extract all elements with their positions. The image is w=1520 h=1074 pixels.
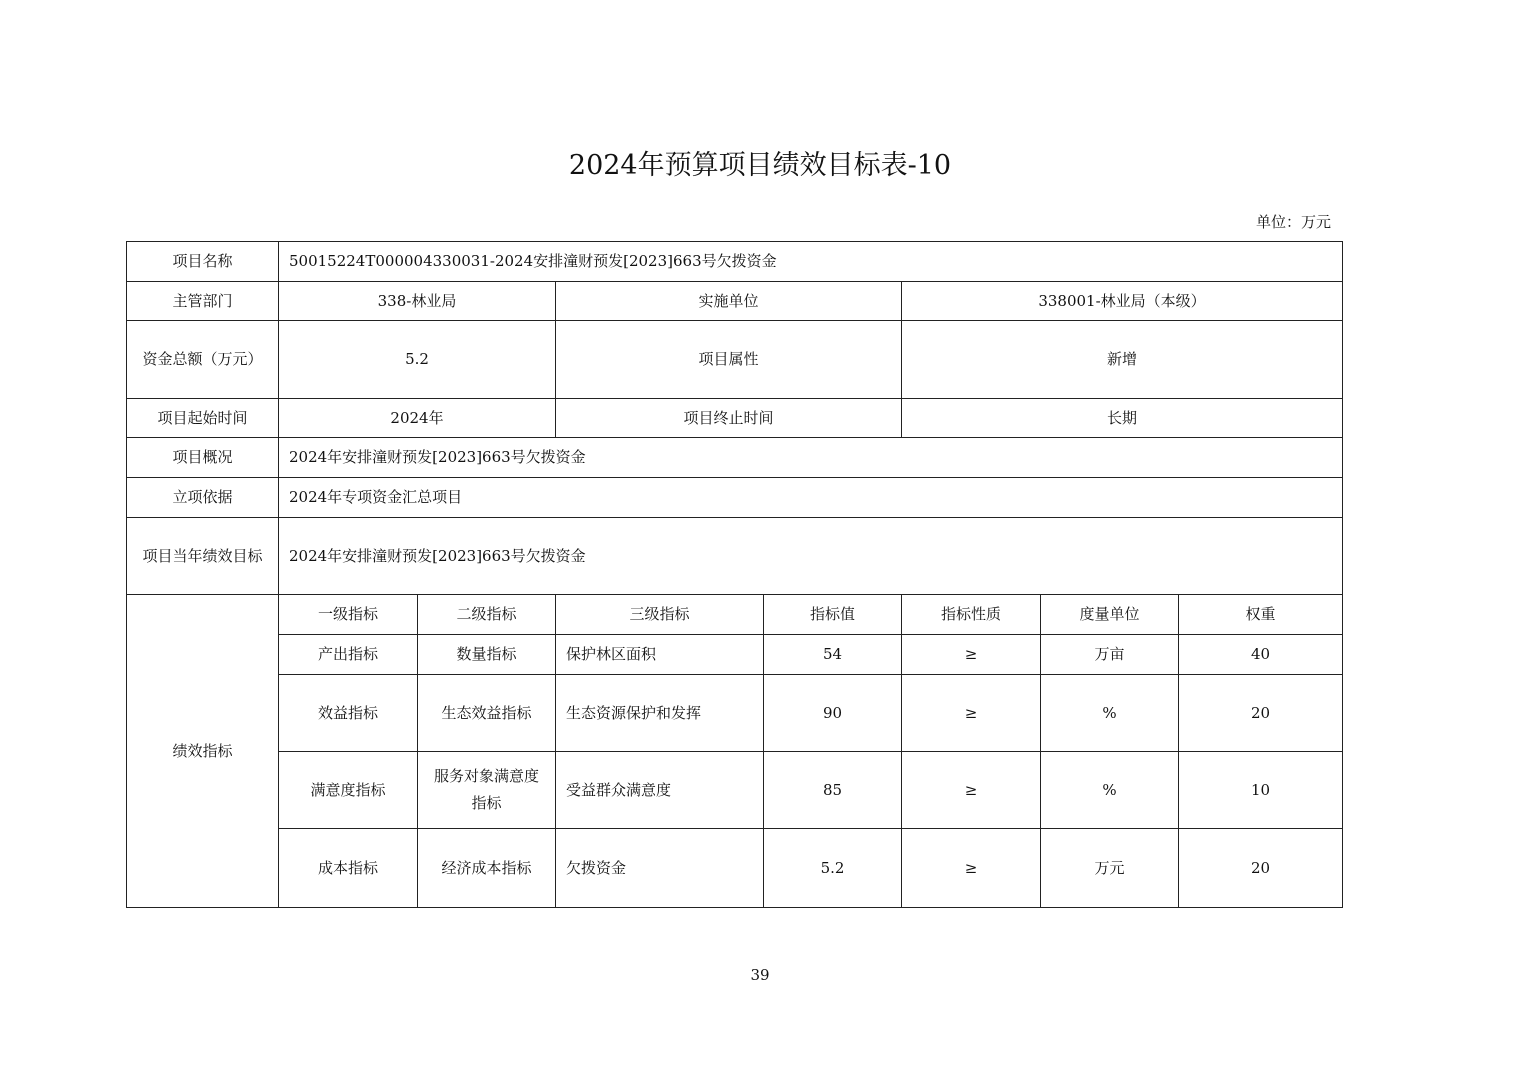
header-level1: 一级指标 [279,595,418,635]
indicator-row [127,752,1343,829]
indicator-level2: 生态效益指标 [418,675,556,752]
annual-goal-label: 项目当年绩效目标 [127,518,279,595]
row-department [127,282,1343,321]
indicator-unit: 万亩 [1041,635,1179,675]
indicator-level3: 受益群众满意度 [556,752,764,829]
department-label: 主管部门 [127,282,279,321]
page-number: 39 [750,966,770,984]
overview-value: 2024年安排潼财预发[2023]663号欠拨资金 [279,438,1343,478]
department-value: 338-林业局 [279,282,556,321]
indicator-level2: 经济成本指标 [418,829,556,908]
indicator-value: 5.2 [764,829,902,908]
end-time-label: 项目终止时间 [556,399,902,438]
indicator-unit: % [1041,675,1179,752]
project-attribute-label: 项目属性 [556,321,902,399]
implementing-unit-value: 338001-林业局（本级） [902,282,1343,321]
indicator-unit: % [1041,752,1179,829]
indicator-weight: 20 [1179,675,1343,752]
header-level2: 二级指标 [418,595,556,635]
indicator-level1: 效益指标 [279,675,418,752]
indicator-weight: 20 [1179,829,1343,908]
indicator-level1: 满意度指标 [279,752,418,829]
row-period [127,399,1343,438]
indicator-value: 90 [764,675,902,752]
row-annual-goal [127,518,1343,595]
implementing-unit-label: 实施单位 [556,282,902,321]
header-unit: 度量单位 [1041,595,1179,635]
overview-label: 项目概况 [127,438,279,478]
start-time-value: 2024年 [279,399,556,438]
indicator-nature: ≥ [902,752,1041,829]
indicator-level2: 服务对象满意度指标 [418,752,556,829]
indicator-row [127,829,1343,908]
indicator-row [127,675,1343,752]
start-time-label: 项目起始时间 [127,399,279,438]
project-name-value: 50015224T000004330031-2024安排潼财预发[2023]663号欠拨资金 [279,242,1343,282]
indicator-nature: ≥ [902,829,1041,908]
basis-value: 2024年专项资金汇总项目 [279,478,1343,518]
indicator-level1: 成本指标 [279,829,418,908]
indicator-row [127,635,1343,675]
indicator-level3: 保护林区面积 [556,635,764,675]
project-name-label: 项目名称 [127,242,279,282]
performance-target-table [126,241,1343,908]
indicator-value: 85 [764,752,902,829]
indicator-unit: 万元 [1041,829,1179,908]
indicator-level3: 生态资源保护和发挥 [556,675,764,752]
end-time-value: 长期 [902,399,1343,438]
header-nature: 指标性质 [902,595,1041,635]
row-funds [127,321,1343,399]
unit-label: 单位：万元 [1255,213,1331,231]
header-weight: 权重 [1179,595,1343,635]
indicator-weight: 10 [1179,752,1343,829]
row-overview [127,438,1343,478]
indicator-level2: 数量指标 [418,635,556,675]
indicators-section-label: 绩效指标 [127,595,279,908]
row-project-name [127,242,1343,282]
page-title: 2024年预算项目绩效目标表-10 [568,150,952,181]
indicator-level3: 欠拨资金 [556,829,764,908]
row-basis [127,478,1343,518]
annual-goal-value: 2024年安排潼财预发[2023]663号欠拨资金 [279,518,1343,595]
header-level3: 三级指标 [556,595,764,635]
indicator-value: 54 [764,635,902,675]
indicator-header-row [127,595,1343,635]
indicator-nature: ≥ [902,675,1041,752]
project-attribute-value: 新增 [902,321,1343,399]
indicator-weight: 40 [1179,635,1343,675]
total-funds-label: 资金总额（万元） [127,321,279,399]
basis-label: 立项依据 [127,478,279,518]
indicator-nature: ≥ [902,635,1041,675]
header-value: 指标值 [764,595,902,635]
total-funds-value: 5.2 [279,321,556,399]
indicator-level1: 产出指标 [279,635,418,675]
